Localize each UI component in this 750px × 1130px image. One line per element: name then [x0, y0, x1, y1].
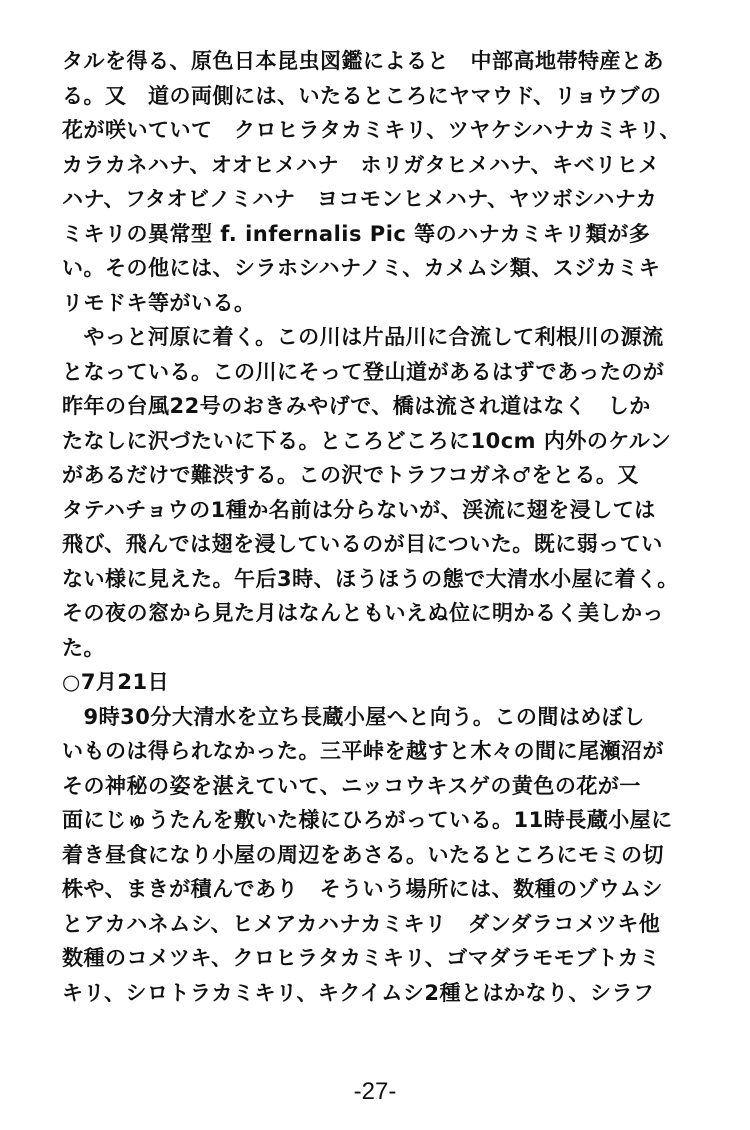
text-line-20: 9時30分大清水を立ち長蔵小屋へと向う。この間はめぼし	[62, 704, 645, 729]
document-body	[62, 44, 724, 1010]
text-line-2: る。又 道の両側には、いたるところにヤマウド、リョウブの	[62, 83, 662, 108]
text-line-1: タルを得る、原色日本昆虫図鑑によると 中部高地帯特産とあ	[62, 49, 664, 73]
text-line-26: とアカハネムシ、ヒメアカハナカミキリ ダンダラコメツキ他	[62, 911, 661, 936]
text-line-16: ない様に見えた。午后3時、ほうほうの態で大清水小屋に着く。	[62, 566, 679, 591]
text-line-15: 飛び、飛んでは翅を浸しているのが目についた。既に弱ってい	[62, 532, 663, 556]
text-line-17: その夜の窓から見た月はなんともいえぬ位に明かるく美しかっ	[62, 601, 664, 625]
text-line-24: 着き昼食になり小屋の周辺をあさる。いたるところにモミの切	[62, 842, 664, 867]
text-line-5: ハナ、フタオビノミハナ ヨコモンヒメハナ、ヤツボシハナカ	[62, 187, 658, 211]
text-line-10: となっている。この川にそって登山道があるはずであったのが	[62, 359, 665, 384]
text-line-28: キリ、シロトラカミキリ、キクイムシ2種とはかなり、シラフ	[62, 980, 655, 1005]
text-line-27: 数種のコメツキ、クロヒラタカミキリ、ゴマダラモモブトカミ	[62, 946, 661, 970]
text-line-6: ミキリの異常型 f. infernalis Pic 等のハナカミキリ類が多	[62, 221, 651, 246]
text-line-4: カラカネハナ、オオヒメハナ ホリガタヒメハナ、キベリヒメ	[62, 152, 660, 177]
text-line-8: リモドキ等がいる。	[62, 290, 256, 315]
text-line-7: い。その他には、シラホシハナノミ、カメムシ類、スジカミキ	[62, 256, 661, 280]
text-line-11: 昨年の台風22号のおきみやげで、橋は流され道はなく しか	[62, 394, 651, 418]
text-line-23: 面にじゅうたんを敷いた様にひろがっている。11時長蔵小屋に	[62, 808, 673, 832]
text-line-22: その神秘の姿を湛えていて、ニッコウキスゲの黄色の花が一	[62, 773, 641, 798]
text-line-25: 株や、まきが積んであり そういう場所には、数種のゾウムシ	[62, 877, 663, 901]
text-line-21: いものは得られなかった。三平峠を越すと木々の間に尾瀬沼が	[62, 739, 664, 763]
page-number: -27-	[353, 1078, 397, 1105]
text-line-14: タテハチョウの1種か名前は分らないが、渓流に翅を浸しては	[62, 497, 656, 522]
text-line-13: があるだけで難渋する。この沢でトラフコガネ♂をとる。又	[62, 463, 639, 487]
text-line-9: やっと河原に着く。この川は片品川に合流して利根川の源流	[62, 325, 664, 349]
text-line-3: 花が咲いていて クロヒラタカミキリ、ツヤケシハナカミキリ、	[62, 118, 681, 142]
section-date-heading: ○7月21日	[62, 670, 170, 694]
text-line-12: たなしに沢づたいに下る。ところどころに10cm 内外のケルン	[62, 428, 672, 453]
text-line-18: た。	[62, 635, 105, 660]
